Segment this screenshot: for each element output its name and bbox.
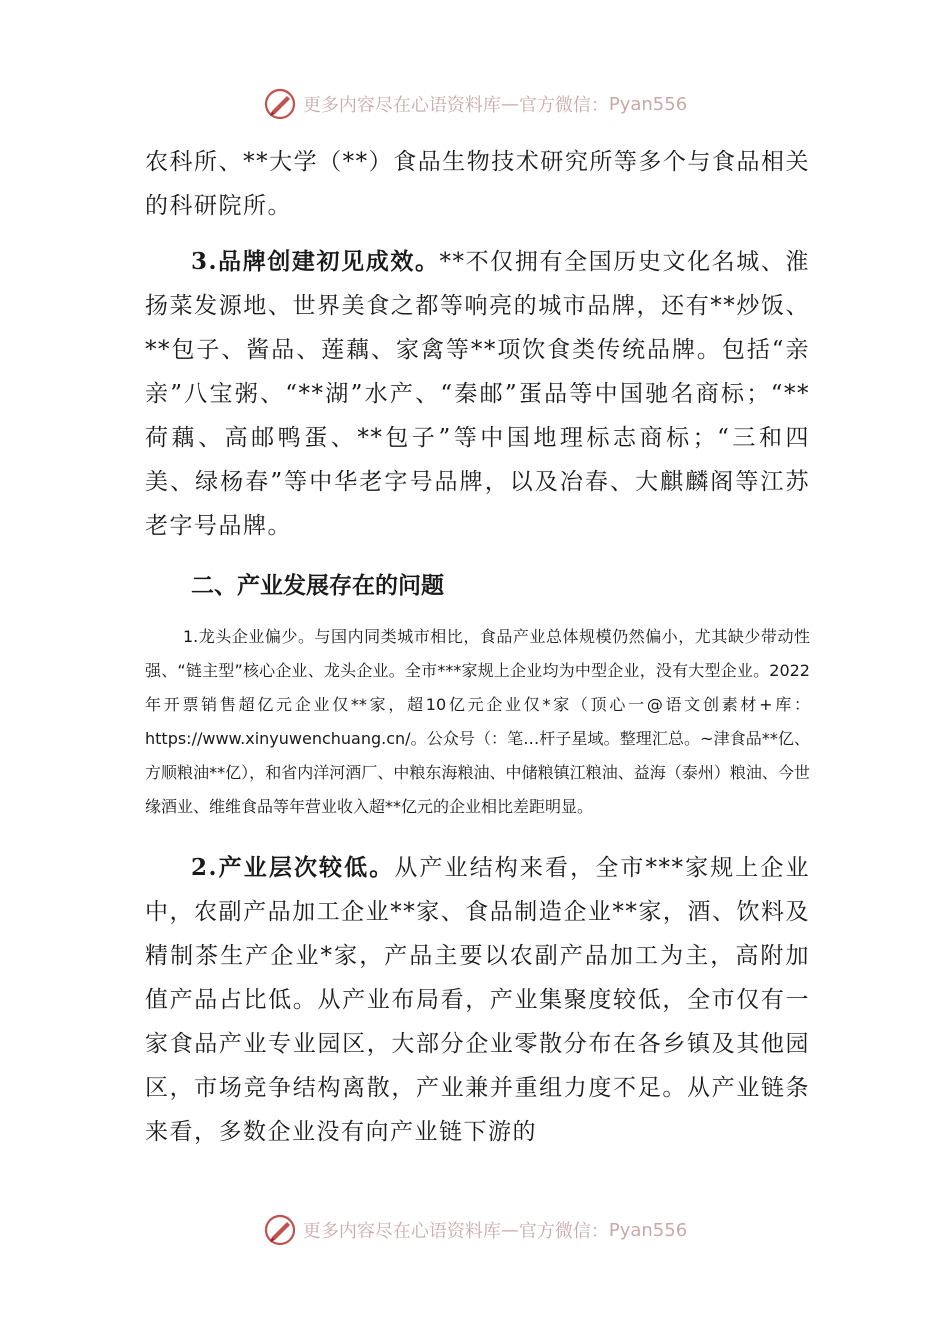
section-heading-problems: 二、产业发展存在的问题 [191, 572, 444, 599]
paragraph-brand-building-body: **不仅拥有全国历史文化名城、淮扬菜发源地、世界美食之都等响亮的城市品牌，还有**炒饭、**包子、酱品、莲藕、家禽等**项饮食类传统品牌。包括“亲亲”八宝粥、“**湖”水产、“秦邮”蛋品等中国驰名商标；“**荷藕、高邮鸭蛋、**包子”等中国地理标志商标；“三和四美、绿杨春”等中华老字号品牌，以及冶春、大麒麟阁等江苏老字号品牌。 [145, 249, 810, 539]
paragraph-industry-level-title: 2.产业层次较低。 [191, 854, 395, 881]
watermark-contact-label: 官方微信： [518, 1221, 609, 1242]
watermark-brand: 更多内容尽在心语资料库 [302, 95, 501, 116]
paragraph-brand-building [145, 240, 810, 548]
watermark-header [0, 84, 950, 124]
paragraph-research-institutes: 农科所、**大学（**）食品生物技术研究所等多个与食品相关的科研院所。 [145, 149, 810, 219]
watermark-separator: — [500, 93, 519, 115]
paragraph-brand-building-title: 3.品牌创建初见成效。 [191, 248, 440, 275]
watermark-footer [0, 1210, 950, 1250]
watermark-contact-label: 官方微信： [518, 95, 609, 116]
pen-logo-icon [263, 87, 297, 121]
paragraph-industry-level [145, 846, 810, 1154]
watermark-separator: — [500, 1219, 519, 1241]
watermark-contact-id: Pyan556 [608, 1219, 688, 1241]
paragraph-industry-level-body: 从产业结构来看，全市***家规上企业中，农副产品加工企业**家、食品制造企业**家，酒、饮料及精制茶生产企业*家，产品主要以农副产品加工为主，高附加值产品占比低。从产业布局看，产业集聚度较低，全市仅有一家食品产业专业园区，大部分企业零散分布在各乡镇及其他园区，市场竞争结构离散，产业兼并重组力度不足。从产业链条来看，多数企业没有向产业链下游的 [145, 855, 810, 1145]
document-body [145, 140, 810, 1154]
watermark-brand: 更多内容尽在心语资料库 [302, 1221, 501, 1242]
watermark-contact-id: Pyan556 [608, 93, 688, 115]
paragraph-leading-enterprises: 1.龙头企业偏少。与国内同类城市相比，食品产业总体规模仍然偏小，尤其缺少带动性强、“链主型”核心企业、龙头企业。全市***家规上企业均为中型企业，没有大型企业。2022年开票销售超亿元企业仅**家，超10亿元企业仅*家（顶心一@语文创素材+库：https://www.xinyuwenchuang.cn/。公众号（：笔…杆子星域。整理汇总。~津食品**亿、方顺粮油**亿），和省内洋河酒厂、中粮东海粮油、中储粮镇江粮油、益海（泰州）粮油、今世缘酒业、维维食品等年营业收入超**亿元的企业相比差距明显。 [145, 627, 810, 816]
pen-logo-icon [263, 1213, 297, 1247]
